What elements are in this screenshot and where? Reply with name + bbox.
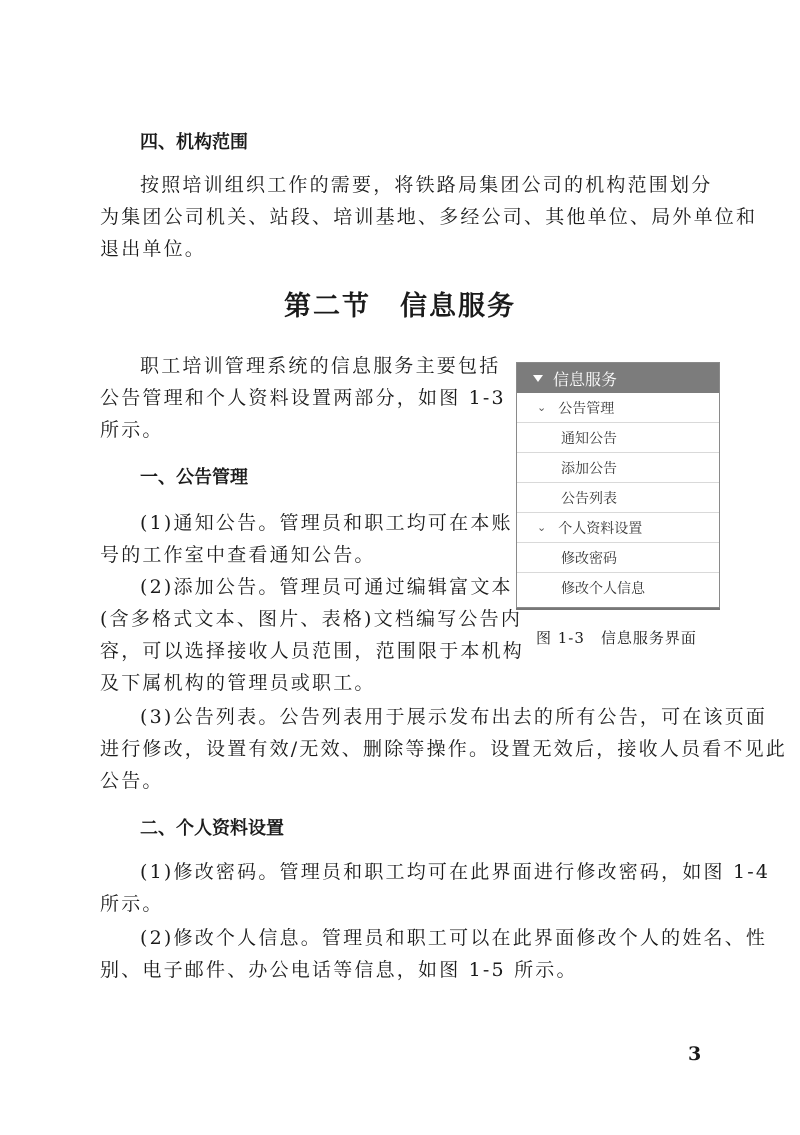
section-title: 第二节 信息服务 xyxy=(284,291,516,322)
text-line: (2)添加公告。管理员可通过编辑富文本 xyxy=(140,576,513,598)
text-line: 为集团公司机关、站段、培训基地、多经公司、其他单位、局外单位和 xyxy=(100,206,758,228)
text-line: 所示。 xyxy=(100,419,164,441)
menu-item-notice-list[interactable] xyxy=(517,483,719,513)
text-line: 号的工作室中查看通知公告。 xyxy=(100,544,376,566)
text-line: (1)通知公告。管理员和职工均可在本账 xyxy=(140,512,513,534)
menu-item-label: 添加公告 xyxy=(561,460,617,477)
menu-item-notice[interactable] xyxy=(517,423,719,453)
text-line: 退出单位。 xyxy=(100,238,207,260)
figure-caption: 图 1-3 信息服务界面 xyxy=(536,629,697,647)
subsection-heading-1: 一、公告管理 xyxy=(140,467,248,488)
menu-header-label: 信息服务 xyxy=(553,369,618,389)
text-line: (含多格式文本、图片、表格)文档编写公告内 xyxy=(100,608,523,630)
menu-item-label: 通知公告 xyxy=(561,430,617,447)
text-line: 所示。 xyxy=(100,893,164,915)
text-line: (2)修改个人信息。管理员和职工可以在此界面修改个人的姓名、性 xyxy=(140,927,768,949)
text-line: 公告管理和个人资料设置两部分，如图 1-3 xyxy=(100,387,506,409)
text-line: 进行修改，设置有效/无效、删除等操作。设置无效后，接收人员看不见此 xyxy=(100,738,788,760)
menu-group-label: 公告管理 xyxy=(558,400,615,417)
page-number: 3 xyxy=(688,1043,702,1065)
menu-header[interactable] xyxy=(517,363,719,393)
text-line: (3)公告列表。公告列表用于展示发布出去的所有公告，可在该页面 xyxy=(140,706,768,728)
text-line: 及下属机构的管理员或职工。 xyxy=(100,672,376,694)
menu-item-add-notice[interactable] xyxy=(517,453,719,483)
menu-group-label: 个人资料设置 xyxy=(558,520,643,537)
info-service-menu xyxy=(516,362,720,608)
menu-item-edit-profile[interactable] xyxy=(517,573,719,603)
text-line: 职工培训管理系统的信息服务主要包括 xyxy=(140,355,501,377)
text-line: 别、电子邮件、办公电话等信息，如图 1-5 所示。 xyxy=(100,959,578,981)
text-line: (1)修改密码。管理员和职工均可在此界面进行修改密码，如图 1-4 xyxy=(140,861,771,883)
chevron-down-icon: ⌄ xyxy=(537,401,547,414)
menu-item-change-password[interactable] xyxy=(517,543,719,573)
text-line: 容，可以选择接收人员范围，范围限于本机构 xyxy=(100,640,525,662)
menu-item-label: 修改密码 xyxy=(561,550,617,567)
triangle-down-icon xyxy=(533,375,543,382)
subsection-heading-2: 二、个人资料设置 xyxy=(140,818,284,839)
menu-item-label: 公告列表 xyxy=(561,490,617,507)
menu-item-label: 修改个人信息 xyxy=(561,581,645,597)
text-line: 公告。 xyxy=(100,770,164,792)
chevron-down-icon: ⌄ xyxy=(537,521,547,534)
menu-group-profile[interactable] xyxy=(517,513,719,543)
text-line: 按照培训组织工作的需要，将铁路局集团公司的机构范围划分 xyxy=(140,174,713,196)
section-heading-4: 四、机构范围 xyxy=(140,132,248,153)
menu-group-announcements[interactable] xyxy=(517,393,719,423)
